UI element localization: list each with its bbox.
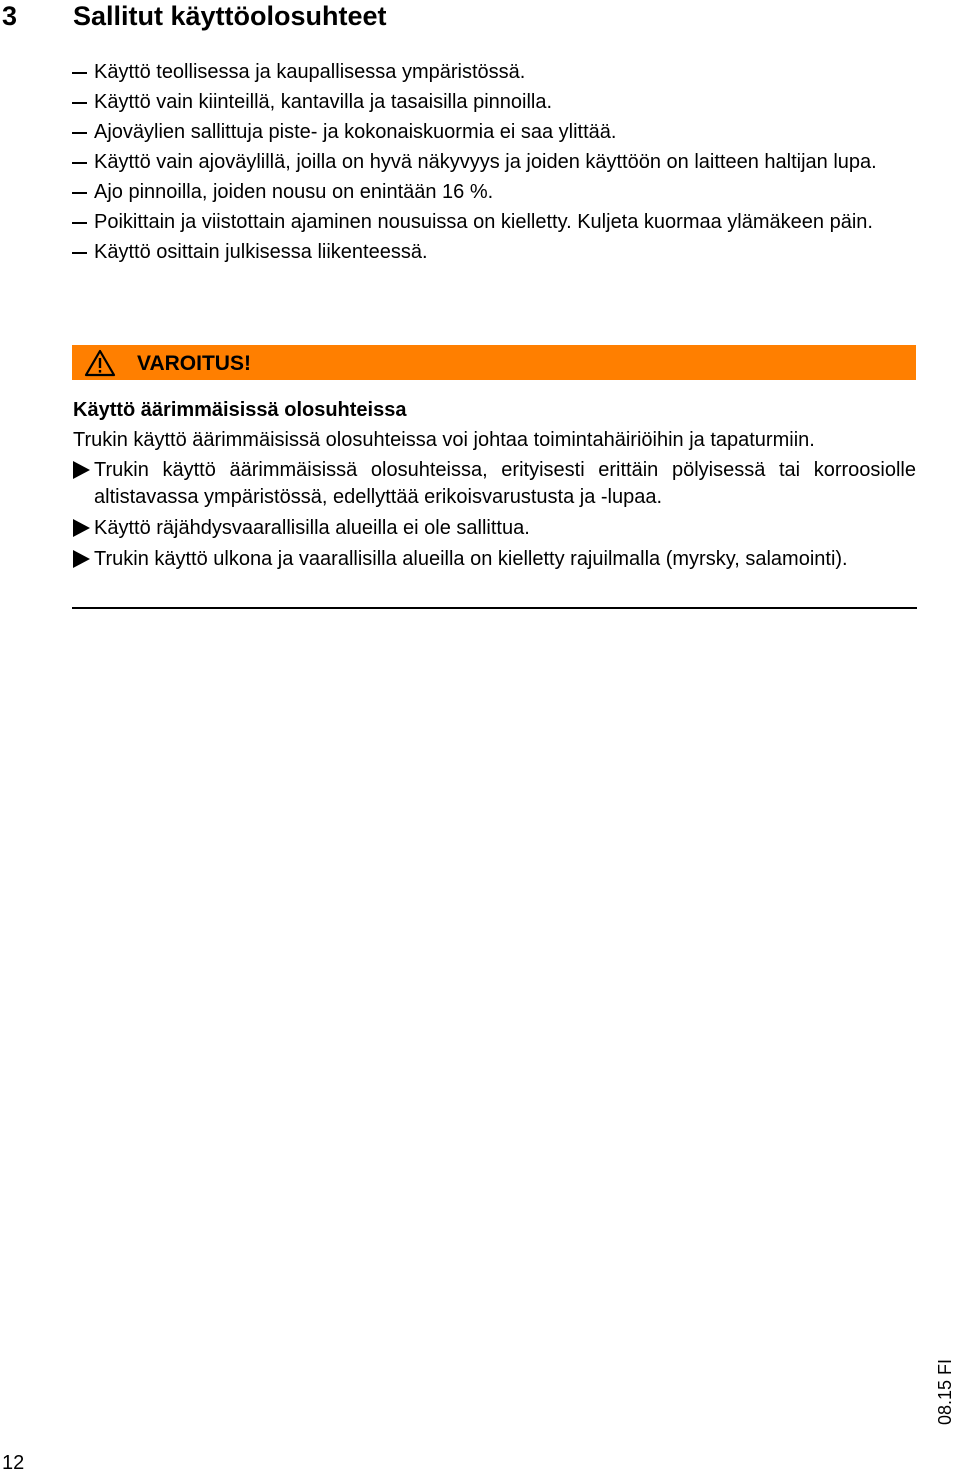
dash-bullet <box>72 132 87 134</box>
dash-bullet <box>72 162 87 164</box>
conditions-list <box>72 58 918 268</box>
list-item-text: Käyttö teollisessa ja kaupallisessa ympäristössä. <box>94 61 526 83</box>
list-item-text: Käyttö vain kiinteillä, kantavilla ja tasaisilla pinnoilla. <box>94 91 553 113</box>
page-number: 12 <box>2 1452 25 1474</box>
list-item <box>72 58 918 86</box>
list-item-text: Ajoväylien sallittuja piste- ja kokonaiskuormia ei saa ylittää. <box>94 121 617 143</box>
list-item-text: Käyttö osittain julkisessa liikenteessä. <box>94 241 428 263</box>
instruction-text: Trukin käyttö äärimmäisissä olosuhteissa, erityisesti erittäin pölyisessä tai korroosiolle altistavassa ympäristössä, edellyttää erikoisvarustusta ja -lupaa. <box>94 459 916 508</box>
arrow-bullet-icon <box>73 519 90 537</box>
instruction-item <box>72 515 916 542</box>
arrow-bullet-icon <box>73 461 90 479</box>
instruction-item <box>72 457 916 511</box>
list-item <box>72 208 918 236</box>
dash-bullet <box>72 72 87 74</box>
dash-bullet <box>72 252 87 254</box>
section-title: Sallitut käyttöolosuhteet <box>73 1 387 31</box>
warning-title: Käyttö äärimmäisissä olosuhteissa <box>73 399 407 421</box>
list-item-text: Ajo pinnoilla, joiden nousu on enintään 16 %. <box>94 181 494 203</box>
list-item <box>72 178 918 206</box>
dash-bullet <box>72 222 87 224</box>
section-divider <box>72 607 917 609</box>
warning-triangle-icon <box>84 349 116 377</box>
warning-label: VAROITUS! <box>137 352 251 375</box>
section-heading <box>0 0 960 32</box>
document-code: 08.15 FI <box>935 1358 955 1425</box>
list-item-text: Käyttö vain ajoväylillä, joilla on hyvä näkyvyys ja joiden käyttöön on laitteen haltijan lupa. <box>94 151 877 173</box>
warning-instructions <box>72 457 916 577</box>
list-item-text: Poikittain ja viistottain ajaminen nousuissa on kielletty. Kuljeta kuormaa ylämäkeen päin. <box>94 211 873 233</box>
list-item <box>72 238 918 266</box>
warning-text: Trukin käyttö äärimmäisissä olosuhteissa voi johtaa toimintahäiriöihin ja tapaturmiin. <box>73 429 815 451</box>
instruction-text: Käyttö räjähdysvaarallisilla alueilla ei ole sallittua. <box>94 517 530 539</box>
list-item <box>72 118 918 146</box>
list-item <box>72 88 918 116</box>
instruction-text: Trukin käyttö ulkona ja vaarallisilla alueilla on kielletty rajuilmalla (myrsky, salamointi). <box>94 548 848 570</box>
list-item <box>72 148 918 176</box>
dash-bullet <box>72 192 87 194</box>
arrow-bullet-icon <box>73 550 90 568</box>
section-number: 3 <box>2 1 18 31</box>
warning-banner <box>72 345 916 380</box>
dash-bullet <box>72 102 87 104</box>
instruction-item <box>72 546 916 573</box>
